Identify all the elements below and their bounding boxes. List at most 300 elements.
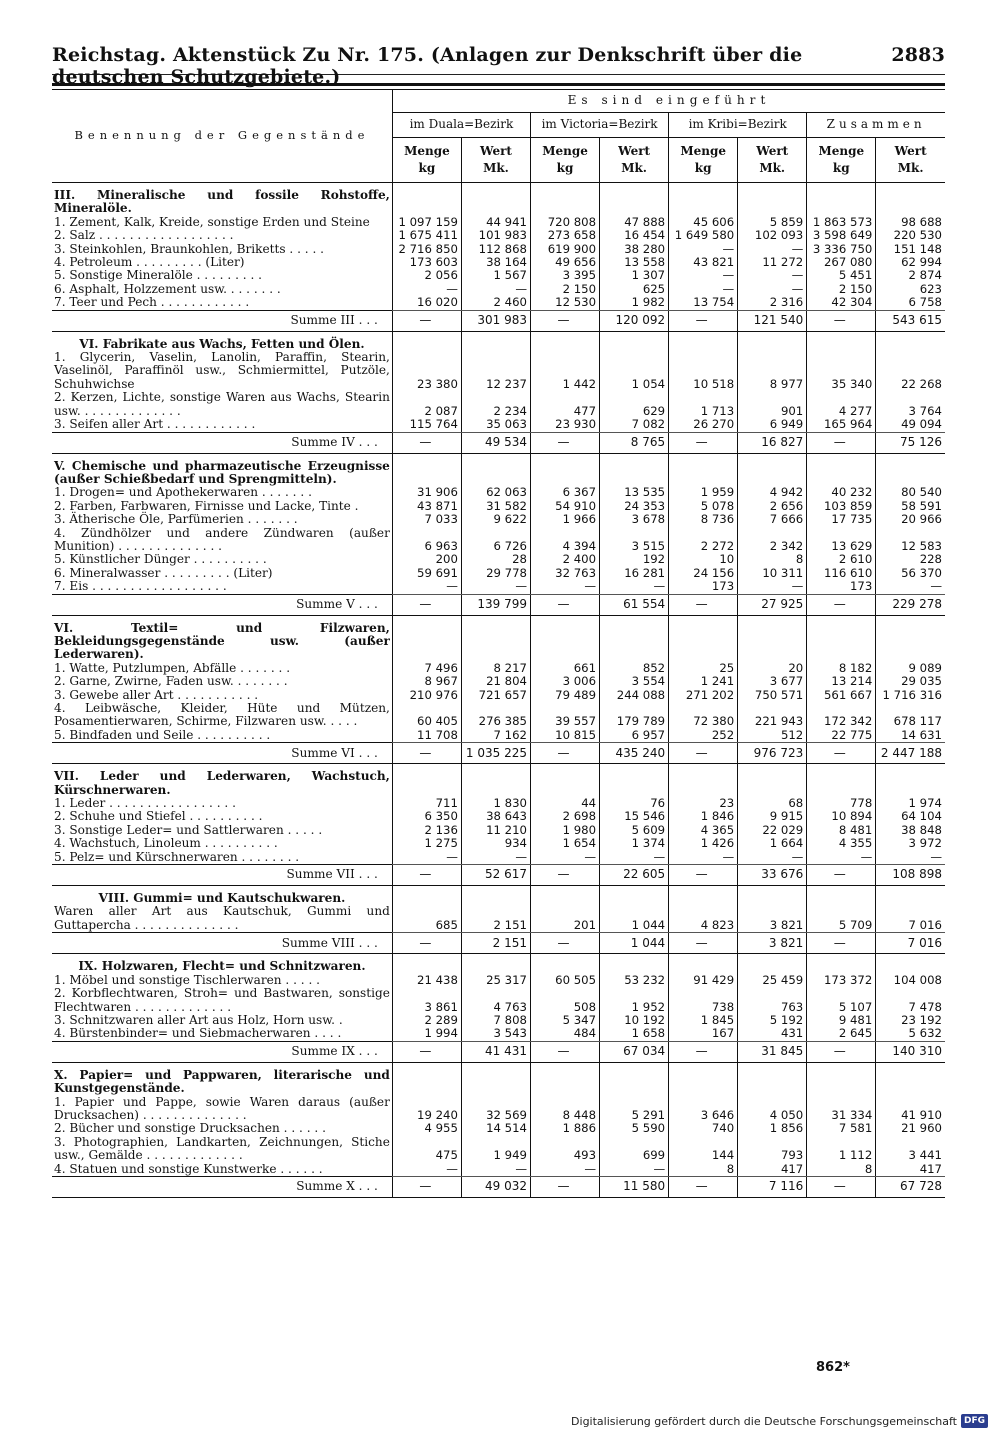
wert-cell: 2 234 (461, 391, 530, 418)
wert-cell: 512 (738, 729, 807, 743)
sum-cell: 229 278 (876, 594, 945, 615)
menge-cell: 1 846 (669, 810, 738, 823)
empty-cell (600, 453, 669, 486)
menge-cell: — (392, 283, 461, 296)
wert-cell: 3 515 (600, 527, 669, 554)
empty-cell (531, 615, 600, 662)
wert-cell: 7 162 (461, 729, 530, 743)
menge-cell: 1 097 159 (392, 216, 461, 229)
menge-cell: 201 (531, 905, 600, 932)
empty-cell (392, 453, 461, 486)
section-heading-row (52, 453, 945, 486)
dfg-logo: DFG (961, 1414, 988, 1428)
menge-cell: 1 959 (669, 486, 738, 499)
wert-cell: 417 (876, 1163, 945, 1177)
wert-cell: 3 441 (876, 1136, 945, 1163)
menge-cell: 2 400 (531, 553, 600, 566)
sum-cell: — (669, 933, 738, 954)
table-row (52, 513, 945, 526)
wert-cell: 7 808 (461, 1014, 530, 1027)
sum-cell: — (531, 594, 600, 615)
empty-cell (669, 183, 738, 216)
empty-cell (461, 453, 530, 486)
table-row (52, 351, 945, 391)
sum-cell: — (669, 432, 738, 453)
sum-cell: 75 126 (876, 432, 945, 453)
menge-cell: 6 350 (392, 810, 461, 823)
empty-cell (600, 886, 669, 906)
wert-cell: 6 949 (738, 418, 807, 432)
table-row (52, 418, 945, 432)
wert-cell: 62 994 (876, 256, 945, 269)
menge-cell: 475 (392, 1136, 461, 1163)
menge-cell: 91 429 (669, 974, 738, 987)
empty-cell (807, 1062, 876, 1095)
sum-cell: — (807, 594, 876, 615)
sum-cell: — (807, 865, 876, 886)
empty-cell (600, 1062, 669, 1095)
menge-cell: 252 (669, 729, 738, 743)
sum-cell: 41 431 (461, 1041, 530, 1062)
empty-cell (738, 331, 807, 351)
menge-cell: — (392, 580, 461, 594)
menge-cell: 271 202 (669, 689, 738, 702)
wert-cell: — (738, 269, 807, 282)
empty-cell (531, 886, 600, 906)
group-header-duala: im Duala=Bezirk (392, 113, 530, 138)
menge-cell: 1 863 573 (807, 216, 876, 229)
wert-cell: 102 093 (738, 229, 807, 242)
sum-cell: 67 728 (876, 1176, 945, 1197)
wert-cell: 38 643 (461, 810, 530, 823)
sum-cell: — (669, 1176, 738, 1197)
wert-cell: 31 582 (461, 500, 530, 513)
empty-cell (807, 615, 876, 662)
table-row (52, 269, 945, 282)
wert-cell: 934 (461, 837, 530, 850)
wert-cell: 32 569 (461, 1096, 530, 1123)
item-description: 1. Watte, Putzlumpen, Abfälle . . . . . . . (54, 660, 291, 675)
wert-cell: 10 192 (600, 1014, 669, 1027)
section-title: VII. Leder und Lederwaren, Wachstuch, Kürschnerwaren. (54, 769, 390, 797)
wert-cell: 220 530 (876, 229, 945, 242)
sum-cell: 33 676 (738, 865, 807, 886)
signature-mark: 862* (816, 1360, 850, 1375)
kg-label: kg (694, 161, 712, 175)
menge-cell: 42 304 (807, 296, 876, 310)
wert-cell: 431 (738, 1027, 807, 1041)
wert-cell: 49 094 (876, 418, 945, 432)
item-description: 6. Mineralwasser . . . . . . . . . (Liter) (54, 565, 273, 580)
sum-label: Summe X . . . (52, 1176, 392, 1197)
menge-cell: 6 367 (531, 486, 600, 499)
sum-row (52, 594, 945, 615)
menge-cell: 11 708 (392, 729, 461, 743)
wert-cell: 112 868 (461, 243, 530, 256)
item-description: 2. Bücher und sonstige Drucksachen . . . . . . (54, 1121, 326, 1136)
wert-cell: 22 268 (876, 351, 945, 391)
menge-cell: 39 557 (531, 702, 600, 729)
wert-cell: 179 789 (600, 702, 669, 729)
menge-cell: 8 448 (531, 1096, 600, 1123)
menge-cell: 40 232 (807, 486, 876, 499)
sum-cell: 49 032 (461, 1176, 530, 1197)
wert-cell: 1 982 (600, 296, 669, 310)
mk-label: Mk. (897, 161, 924, 175)
table-row (52, 567, 945, 580)
menge-cell: 60 405 (392, 702, 461, 729)
credit-text: Digitalisierung gefördert durch die Deutsche Forschungsgemeinschaft (571, 1414, 957, 1428)
sum-cell: 3 821 (738, 933, 807, 954)
sum-cell: 8 765 (600, 432, 669, 453)
menge-cell: 49 656 (531, 256, 600, 269)
item-description: 1. Zement, Kalk, Kreide, sonstige Erden und Steine (54, 214, 370, 229)
wert-cell: 3 972 (876, 837, 945, 850)
sum-cell: — (807, 1041, 876, 1062)
menge-cell: 4 277 (807, 391, 876, 418)
wert-cell: 22 029 (738, 824, 807, 837)
menge-cell: 23 930 (531, 418, 600, 432)
wert-cell: 5 632 (876, 1027, 945, 1041)
sum-row (52, 865, 945, 886)
table-row (52, 905, 945, 932)
menge-cell: 200 (392, 553, 461, 566)
wert-label: Wert (894, 144, 927, 158)
empty-cell (738, 615, 807, 662)
empty-cell (392, 764, 461, 797)
wert-cell: — (600, 1163, 669, 1177)
wert-cell: 80 540 (876, 486, 945, 499)
menge-cell: 4 955 (392, 1122, 461, 1135)
kg-label: kg (556, 161, 574, 175)
menge-cell: 3 395 (531, 269, 600, 282)
group-header-victoria: im Victoria=Bezirk (531, 113, 669, 138)
sum-cell: 49 534 (461, 432, 530, 453)
kg-label: kg (418, 161, 436, 175)
sum-cell: — (669, 1041, 738, 1062)
empty-cell (669, 615, 738, 662)
menge-cell: 7 033 (392, 513, 461, 526)
sum-cell: — (392, 432, 461, 453)
wert-cell: 47 888 (600, 216, 669, 229)
menge-cell: 3 646 (669, 1096, 738, 1123)
wert-cell: 5 192 (738, 1014, 807, 1027)
sum-cell: 2 151 (461, 933, 530, 954)
wert-cell: 14 514 (461, 1122, 530, 1135)
wert-cell: 8 977 (738, 351, 807, 391)
wert-cell: 2 656 (738, 500, 807, 513)
empty-cell (669, 331, 738, 351)
item-description: 4. Petroleum . . . . . . . . . (Liter) (54, 255, 245, 270)
sum-label: Summe VI . . . (52, 743, 392, 764)
menge-cell: 6 963 (392, 527, 461, 554)
section-heading-row (52, 954, 945, 974)
menge-cell: 8 (807, 1163, 876, 1177)
wert-cell: 20 (738, 662, 807, 675)
menge-label: Menge (542, 144, 588, 158)
wert-cell: 2 460 (461, 296, 530, 310)
sum-label: Summe IV . . . (52, 432, 392, 453)
wert-cell: — (738, 580, 807, 594)
menge-cell: 4 355 (807, 837, 876, 850)
wert-cell: 7 016 (876, 905, 945, 932)
menge-cell: 5 709 (807, 905, 876, 932)
item-description: 4. Bürstenbinder= und Siebmacherwaren . . . . (54, 1026, 342, 1041)
sum-cell: 11 580 (600, 1176, 669, 1197)
menge-cell: 8 182 (807, 662, 876, 675)
wert-cell: 98 688 (876, 216, 945, 229)
table-row (52, 1122, 945, 1135)
wert-cell: 76 (600, 797, 669, 810)
menge-cell: 1 426 (669, 837, 738, 850)
sum-cell: 1 044 (600, 933, 669, 954)
sum-cell: 22 605 (600, 865, 669, 886)
table-row (52, 243, 945, 256)
wert-cell: 13 535 (600, 486, 669, 499)
empty-cell (669, 954, 738, 974)
menge-cell: 273 658 (531, 229, 600, 242)
empty-cell (669, 764, 738, 797)
wert-cell: 3 678 (600, 513, 669, 526)
menge-cell: 2 645 (807, 1027, 876, 1041)
table-row (52, 486, 945, 499)
subheader-wert (876, 138, 945, 183)
wert-cell: 244 088 (600, 689, 669, 702)
wert-cell: 1 567 (461, 269, 530, 282)
menge-cell: 25 (669, 662, 738, 675)
empty-cell (876, 954, 945, 974)
wert-cell: — (461, 851, 530, 865)
table-row (52, 216, 945, 229)
wert-cell: 6 726 (461, 527, 530, 554)
sum-label: Summe VIII . . . (52, 933, 392, 954)
table-row (52, 296, 945, 310)
sum-cell: — (531, 933, 600, 954)
menge-cell: — (531, 851, 600, 865)
wert-cell: 7 666 (738, 513, 807, 526)
wert-cell: 5 291 (600, 1096, 669, 1123)
wert-cell: 721 657 (461, 689, 530, 702)
menge-cell: — (669, 851, 738, 865)
empty-cell (807, 331, 876, 351)
menge-cell: 4 823 (669, 905, 738, 932)
menge-cell: 1 980 (531, 824, 600, 837)
wert-cell: 4 763 (461, 987, 530, 1014)
item-description: 5. Künstlicher Dünger . . . . . . . . . . (54, 552, 267, 567)
wert-cell: — (600, 580, 669, 594)
item-description: 3. Ätherische Öle, Parfümerien . . . . . . . (54, 512, 298, 527)
table-row (52, 1096, 945, 1123)
section-title: X. Papier= und Pappwaren, literarische und Kunstgegenstände. (54, 1067, 390, 1096)
sum-cell: 67 034 (600, 1041, 669, 1062)
menge-cell: 173 603 (392, 256, 461, 269)
section-title: VIII. Gummi= und Kautschukwaren. (98, 891, 346, 906)
item-description: 3. Steinkohlen, Braunkohlen, Briketts . . . . . (54, 241, 324, 256)
menge-cell: 1 675 411 (392, 229, 461, 242)
sum-cell: — (392, 933, 461, 954)
wert-cell: 151 148 (876, 243, 945, 256)
sum-cell: 7 016 (876, 933, 945, 954)
menge-cell: 619 900 (531, 243, 600, 256)
menge-cell: 22 775 (807, 729, 876, 743)
sum-row (52, 1041, 945, 1062)
empty-cell (392, 331, 461, 351)
table-row (52, 1027, 945, 1041)
empty-cell (807, 453, 876, 486)
table-row (52, 797, 945, 810)
menge-cell: 167 (669, 1027, 738, 1041)
item-description: Waren aller Art aus Kautschuk, Gummi und Guttapercha . . . . . . . . . . . . . . (54, 904, 390, 932)
wert-cell: 8 217 (461, 662, 530, 675)
menge-cell: 711 (392, 797, 461, 810)
menge-cell: 267 080 (807, 256, 876, 269)
table-row (52, 702, 945, 729)
table-row (52, 580, 945, 594)
menge-cell: 21 438 (392, 974, 461, 987)
wert-cell: 2 316 (738, 296, 807, 310)
empty-cell (738, 886, 807, 906)
empty-cell (461, 954, 530, 974)
menge-cell: 60 505 (531, 974, 600, 987)
wert-label: Wert (756, 144, 789, 158)
empty-cell (600, 331, 669, 351)
sum-cell: 435 240 (600, 743, 669, 764)
wert-cell: 6 758 (876, 296, 945, 310)
table-row (52, 662, 945, 675)
wert-cell: 20 966 (876, 513, 945, 526)
wert-cell: 625 (600, 283, 669, 296)
wert-cell: 1 716 316 (876, 689, 945, 702)
sum-row (52, 1176, 945, 1197)
empty-cell (531, 183, 600, 216)
menge-cell: 3 598 649 (807, 229, 876, 242)
wert-cell: 3 677 (738, 675, 807, 688)
wert-cell: 1 054 (600, 351, 669, 391)
wert-cell: 25 459 (738, 974, 807, 987)
wert-cell: 24 353 (600, 500, 669, 513)
sum-cell: 1 035 225 (461, 743, 530, 764)
wert-label: Wert (618, 144, 651, 158)
wert-cell: 4 050 (738, 1096, 807, 1123)
wert-cell: 101 983 (461, 229, 530, 242)
menge-cell: 26 270 (669, 418, 738, 432)
item-description: 5. Bindfaden und Seile . . . . . . . . . . (54, 727, 271, 742)
menge-cell: 173 (807, 580, 876, 594)
menge-cell: 10 815 (531, 729, 600, 743)
sum-cell: 121 540 (738, 310, 807, 331)
group-header-zusammen: Zusammen (807, 113, 945, 138)
empty-cell (461, 331, 530, 351)
sum-cell: — (531, 1176, 600, 1197)
sum-cell: — (807, 432, 876, 453)
menge-cell: 738 (669, 987, 738, 1014)
wert-cell: 9 089 (876, 662, 945, 675)
empty-cell (876, 615, 945, 662)
document-page (52, 44, 945, 1198)
menge-cell: 778 (807, 797, 876, 810)
sum-cell: — (807, 933, 876, 954)
wert-cell: 5 609 (600, 824, 669, 837)
menge-cell: 35 340 (807, 351, 876, 391)
mk-label: Mk. (759, 161, 786, 175)
wert-cell: 7 478 (876, 987, 945, 1014)
wert-cell: 8 (738, 553, 807, 566)
mk-label: Mk. (483, 161, 509, 175)
wert-cell: 62 063 (461, 486, 530, 499)
wert-cell: 25 317 (461, 974, 530, 987)
menge-cell: 1 275 (392, 837, 461, 850)
empty-cell (738, 764, 807, 797)
menge-cell: 173 (669, 580, 738, 594)
wert-cell: — (876, 851, 945, 865)
wert-cell: 12 583 (876, 527, 945, 554)
empty-cell (531, 764, 600, 797)
group-header-kribi: im Kribi=Bezirk (669, 113, 807, 138)
menge-cell: — (669, 269, 738, 282)
sum-cell: — (531, 1041, 600, 1062)
wert-cell: 21 804 (461, 675, 530, 688)
wert-cell: 2 342 (738, 527, 807, 554)
wert-cell: 16 454 (600, 229, 669, 242)
wert-cell: 793 (738, 1136, 807, 1163)
subheader-menge (669, 138, 738, 183)
wert-cell: 7 082 (600, 418, 669, 432)
menge-cell: 103 859 (807, 500, 876, 513)
item-description: 3. Photographien, Landkarten, Zeichnungen, Stiche usw., Gemälde . . . . . . . . . . . . . (54, 1134, 390, 1163)
empty-cell (669, 453, 738, 486)
menge-cell: 2 136 (392, 824, 461, 837)
sum-cell: 27 925 (738, 594, 807, 615)
menge-cell: 1 966 (531, 513, 600, 526)
wert-cell: 3 543 (461, 1027, 530, 1041)
menge-cell: 3 006 (531, 675, 600, 688)
wert-cell: 10 311 (738, 567, 807, 580)
sum-cell: — (807, 310, 876, 331)
table-row (52, 851, 945, 865)
menge-cell: 173 372 (807, 974, 876, 987)
empty-cell (392, 954, 461, 974)
menge-cell: 116 610 (807, 567, 876, 580)
table-row (52, 974, 945, 987)
menge-cell: 1 713 (669, 391, 738, 418)
menge-cell: 1 112 (807, 1136, 876, 1163)
menge-cell: 685 (392, 905, 461, 932)
wert-cell: — (461, 1163, 530, 1177)
item-description: 4. Statuen und sonstige Kunstwerke . . . . . . (54, 1161, 323, 1176)
mk-label: Mk. (621, 161, 647, 175)
wert-cell: 629 (600, 391, 669, 418)
empty-cell (807, 183, 876, 216)
sum-cell: — (531, 432, 600, 453)
wert-cell: 2 151 (461, 905, 530, 932)
item-description: 2. Salz . . . . . . . . . . . . . . . . . . (54, 228, 234, 243)
menge-cell: 2 150 (531, 283, 600, 296)
section-heading-row (52, 886, 945, 906)
sum-label: Summe IX . . . (52, 1041, 392, 1062)
menge-cell: 13 754 (669, 296, 738, 310)
sum-cell: — (392, 1176, 461, 1197)
menge-cell: — (669, 243, 738, 256)
menge-cell: 5 107 (807, 987, 876, 1014)
menge-cell: 19 240 (392, 1096, 461, 1123)
menge-cell: 1 649 580 (669, 229, 738, 242)
section-heading-row (52, 183, 945, 216)
empty-cell (531, 331, 600, 351)
wert-cell: 9 622 (461, 513, 530, 526)
empty-cell (876, 183, 945, 216)
menge-cell: 2 698 (531, 810, 600, 823)
wert-cell: 6 957 (600, 729, 669, 743)
